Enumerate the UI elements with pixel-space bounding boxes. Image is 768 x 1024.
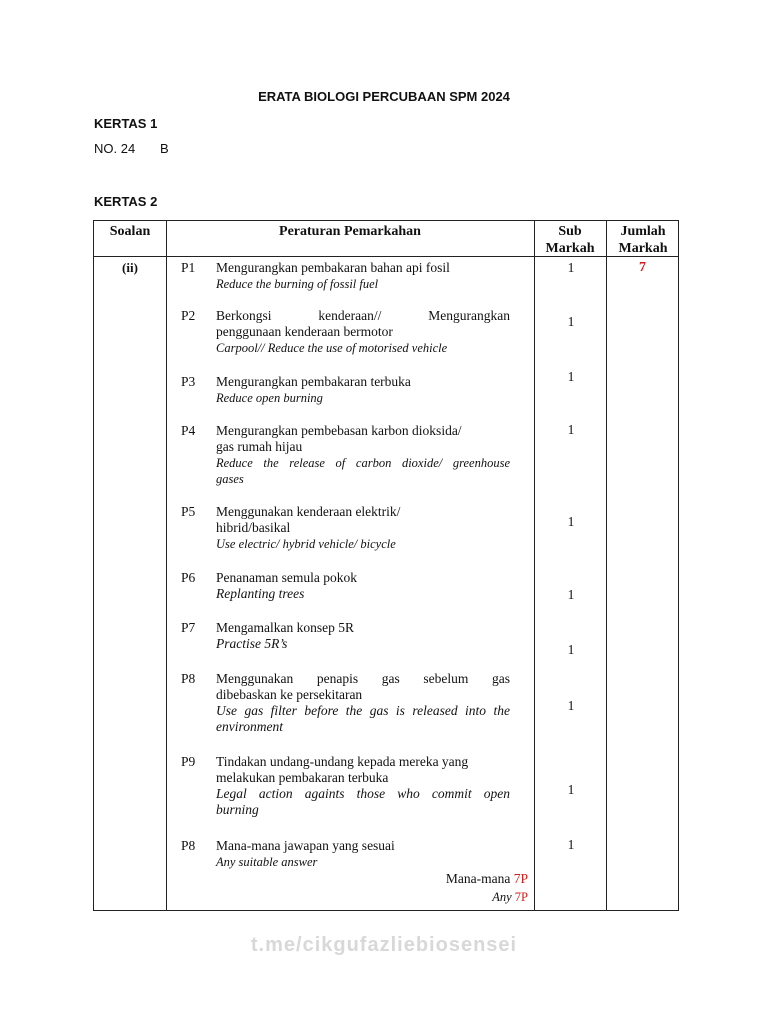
- point-text: [216, 374, 510, 406]
- answer-value: B: [160, 141, 169, 156]
- point-text: [216, 423, 510, 487]
- point-text: [216, 308, 510, 356]
- point-text: [216, 260, 510, 292]
- kertas1-heading: KERTAS 1: [94, 116, 158, 131]
- point-en: Use electric/ hybrid vehicle/ bicycle: [216, 537, 396, 551]
- point-en: Replanting trees: [216, 586, 305, 601]
- point-ms: Penanaman semula pokok: [216, 570, 357, 585]
- sub-mark: 1: [567, 698, 575, 713]
- column-divider: [606, 221, 607, 910]
- point-en: Reduce the release of carbon dioxide/ greenhouse: [216, 456, 510, 470]
- point-code: P1: [181, 260, 196, 275]
- point-ms: Menggunakan penapis gas sebelum gas: [216, 671, 510, 686]
- watermark-text: t.me/cikgufazliebiosensei: [250, 934, 518, 956]
- point-ms: Mengurangkan pembakaran bahan api fosil: [216, 260, 450, 275]
- point-text: [216, 754, 510, 818]
- point-code: P7: [181, 620, 196, 635]
- point-en: gases: [216, 472, 244, 486]
- point-en: Reduce open burning: [216, 391, 323, 405]
- sub-mark: 1: [567, 422, 575, 437]
- point-ms: dibebaskan ke persekitaran: [216, 687, 363, 702]
- page-title: ERATA BIOLOGI PERCUBAAN SPM 2024: [258, 89, 510, 104]
- point-ms: Mengamalkan konsep 5R: [216, 620, 354, 635]
- point-code: P8: [181, 838, 196, 853]
- total-mark: 7: [639, 260, 646, 275]
- sub-mark: 1: [567, 369, 575, 384]
- sub-mark: 1: [567, 514, 575, 529]
- point-code: P3: [181, 374, 196, 389]
- point-en: environment: [216, 719, 283, 734]
- header-peraturan: Peraturan Pemarkahan: [279, 224, 421, 239]
- point-text: [216, 570, 510, 602]
- question-number: NO. 24: [94, 141, 136, 156]
- point-code: P9: [181, 754, 196, 769]
- any-en-note: [492, 889, 528, 905]
- point-ms: Mana-mana jawapan yang sesuai: [216, 838, 395, 853]
- question-label: (ii): [122, 260, 138, 275]
- point-en: Legal action againts those who commit open: [216, 786, 510, 801]
- point-text: [216, 838, 510, 870]
- point-ms: Menggunakan kenderaan elektrik/: [216, 504, 401, 519]
- point-en: burning: [216, 802, 259, 817]
- any-en-value: 7P: [514, 890, 528, 904]
- sub-mark: 1: [567, 782, 575, 797]
- any-en-label: Any: [492, 890, 512, 904]
- sub-mark: 1: [567, 314, 575, 329]
- header-sub-markah: Sub Markah: [545, 224, 595, 256]
- point-en: Carpool// Reduce the use of motorised vehicle: [216, 341, 448, 355]
- point-code: P2: [181, 308, 196, 323]
- point-code: P4: [181, 423, 196, 438]
- point-en: Practise 5R’s: [216, 636, 288, 651]
- point-code: P8: [181, 671, 196, 686]
- point-text: [216, 504, 510, 552]
- column-divider: [166, 221, 167, 910]
- point-ms: melakukan pembakaran terbuka: [216, 770, 389, 785]
- sub-mark: 1: [567, 587, 575, 602]
- any-ms-value: 7P: [513, 871, 528, 886]
- sub-mark: 1: [567, 642, 575, 657]
- kertas2-heading: KERTAS 2: [94, 194, 158, 209]
- point-text: [216, 620, 510, 652]
- point-ms: penggunaan kenderaan bermotor: [216, 324, 393, 339]
- marking-scheme-table: [93, 220, 679, 911]
- point-ms: gas rumah hijau: [216, 439, 303, 454]
- sub-mark: 1: [567, 260, 575, 275]
- header-soalan: Soalan: [109, 224, 151, 239]
- point-ms: Mengurangkan pembakaran terbuka: [216, 374, 411, 389]
- point-ms: Mengurangkan pembebasan karbon dioksida/: [216, 423, 462, 438]
- point-ms: Berkongsi kenderaan// Mengurangkan: [216, 308, 510, 323]
- point-ms: hibrid/basikal: [216, 520, 291, 535]
- point-en: Any suitable answer: [216, 855, 318, 869]
- header-jumlah-markah: Jumlah Markah: [618, 224, 668, 256]
- point-code: P6: [181, 570, 196, 585]
- kertas1-item: [94, 141, 169, 156]
- sub-mark: 1: [567, 837, 575, 852]
- column-divider: [534, 221, 535, 910]
- point-text: [216, 671, 510, 735]
- point-en: Reduce the burning of fossil fuel: [216, 277, 379, 291]
- point-ms: Tindakan undang-undang kepada mereka yang: [216, 754, 469, 769]
- any-ms-label: Mana-mana: [445, 871, 511, 886]
- any-ms-note: [446, 871, 528, 887]
- point-code: P5: [181, 504, 196, 519]
- point-en: Use gas filter before the gas is released into the: [216, 703, 510, 718]
